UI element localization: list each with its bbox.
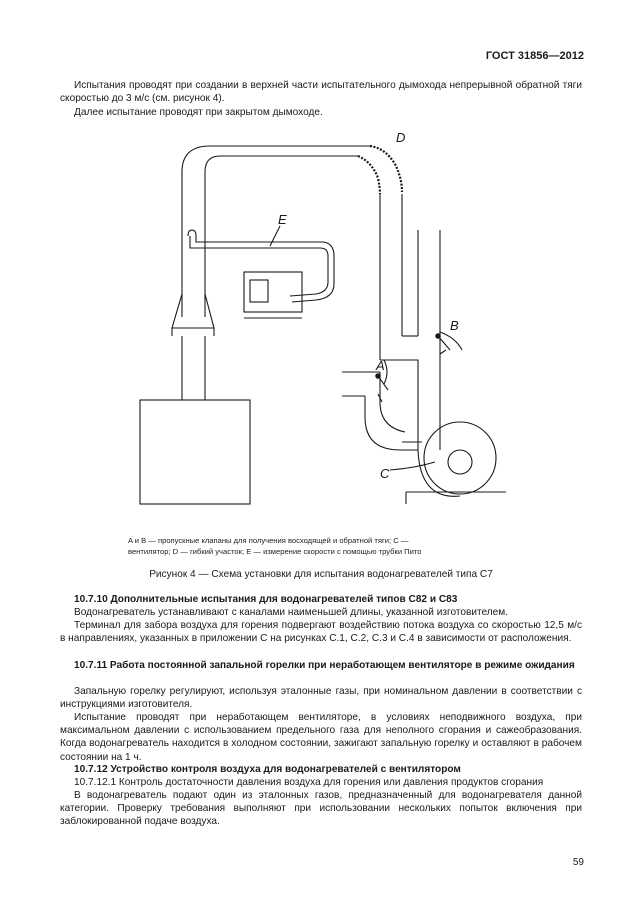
label-C: C [380,466,390,481]
figure-legend-line-2: вентилятор; D — гибкий участок; E — измерение скорости с помощью трубки Пито [128,547,422,556]
chimney-outer-wall [182,146,370,317]
figure-legend-line-1: A и B — пропускные клапаны для получения восходящей и обратной тяги; C — [128,536,409,545]
section-10-7-10-heading: 10.7.10 Дополнительные испытания для водонагревателей типов C82 и C83 [74,594,458,605]
label-B: B [450,318,459,333]
test-setup-diagram [120,132,510,532]
flexible-section-outer [370,146,402,192]
page-number: 59 [572,857,584,868]
section-10-7-12-heading: 10.7.12 Устройство контроля воздуха для водонагревателей с вентилятором [74,764,461,775]
section-10-7-10-paragraph-1: Водонагреватель устанавливают с каналами наименьшей длины, указанной изготовителем. [74,607,509,618]
figure-letters [278,132,459,481]
section-10-7-11-paragraph-2: Испытание проводят при неработающем вентиляторе, в условиях неподвижного воздуха, при максимальном давлении с использованием предельного газа для неполного сгорания и сажеобразования. Когда водонагреватель находится в холодном состоянии, зажигают запальную горелку и оставляют в рабочем состоянии на 1 ч. [60,712,582,763]
section-10-7-11-paragraph-1: Запальную горелку регулируют, используя эталонные газы, при номинальном давлении в соответствии с инструкциями изготовителя. [60,686,582,711]
label-A: A [376,358,385,373]
section-10-7-11-heading: 10.7.11 Работа постоянной запальной горелки при неработающем вентиляторе в режиме ожидания [74,660,575,671]
flexible-section-inner [358,156,380,194]
figure-caption: Рисунок 4 — Схема установки для испытания водонагревателей типа C7 [149,569,493,580]
chimney-inner-wall [205,156,358,317]
section-10-7-12-paragraph-1: В водонагреватель подают один из эталонных газов, предназначенный для водонагревателя данной категории. Проверку требования выполняют при использовании нескольких попыток включения при заблокированной подаче воздуха. [60,790,582,828]
standard-header: ГОСТ 31856—2012 [485,50,584,62]
section-10-7-12-1-heading: 10.7.12.1 Контроль достаточности давления воздуха для горения или давления продуктов сгорания [74,777,544,788]
label-D: D [396,132,406,145]
intro-paragraph-2: Далее испытание проводят при закрытом дымоходе. [74,107,323,118]
label-E: E [278,212,287,227]
section-10-7-10-paragraph-2: Терминал для забора воздуха для горения подвергают воздействию потока воздуха со скоростью 12,5 м/с в направлениях, указанных в приложении С на рисунках С.1, С.2, С.3 и С.4 в зависимости от расположения. [60,620,582,645]
intro-paragraph-1: Испытания проводят при создании в верхней части испытательного дымохода непрерывной обратной тяги скоростью до 3 м/с (см. рисунок 4). [60,80,582,105]
